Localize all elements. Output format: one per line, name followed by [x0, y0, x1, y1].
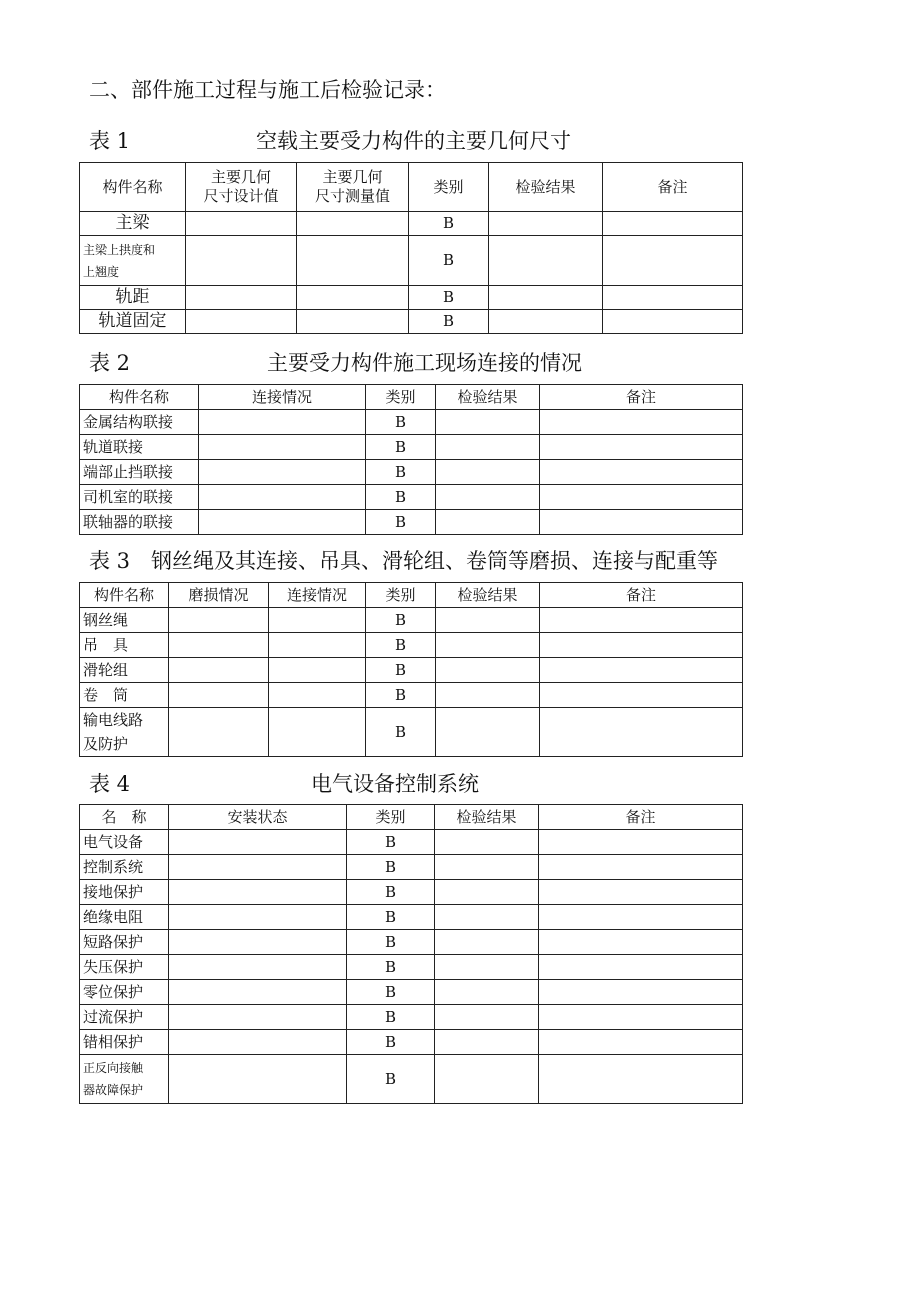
remark-cell[interactable] — [540, 633, 743, 658]
table-row — [80, 485, 743, 510]
remark-cell[interactable] — [539, 1030, 743, 1055]
remark-cell[interactable] — [539, 1005, 743, 1030]
remark-cell[interactable] — [539, 955, 743, 980]
row-name: 端部止挡联接 — [80, 460, 199, 485]
row-category: B — [409, 286, 489, 310]
row-category: B — [366, 510, 436, 535]
empty-cell[interactable] — [269, 708, 366, 757]
table2-header-remark: 备注 — [540, 385, 743, 410]
empty-cell[interactable] — [169, 980, 347, 1005]
row-name: 吊 具 — [80, 633, 169, 658]
empty-cell[interactable] — [186, 212, 297, 236]
table-row — [80, 980, 743, 1005]
row-category: B — [347, 1030, 435, 1055]
table4-header-result: 检验结果 — [435, 805, 539, 830]
remark-cell[interactable] — [539, 880, 743, 905]
remark-cell[interactable] — [540, 708, 743, 757]
table4-header-row — [80, 805, 743, 830]
result-cell[interactable] — [436, 510, 540, 535]
table3-number: 表 3 — [89, 549, 131, 573]
result-cell[interactable] — [436, 633, 540, 658]
row-category: B — [347, 880, 435, 905]
row-name: 过流保护 — [80, 1005, 169, 1030]
result-cell[interactable] — [435, 880, 539, 905]
row-category: B — [409, 212, 489, 236]
empty-cell[interactable] — [169, 955, 347, 980]
table3-caption — [89, 545, 749, 575]
row-name: 滑轮组 — [80, 658, 169, 683]
row-category: B — [366, 608, 436, 633]
empty-cell[interactable] — [199, 460, 366, 485]
table-row — [80, 286, 743, 310]
row-category: B — [347, 930, 435, 955]
table-row — [80, 708, 743, 757]
row-category: B — [347, 855, 435, 880]
empty-cell[interactable] — [169, 1005, 347, 1030]
row-name: 接地保护 — [80, 880, 169, 905]
empty-cell[interactable] — [169, 608, 269, 633]
empty-cell[interactable] — [169, 880, 347, 905]
table1-header-result: 检验结果 — [489, 163, 603, 212]
table-row — [80, 855, 743, 880]
empty-cell[interactable] — [297, 310, 409, 334]
row-category: B — [347, 980, 435, 1005]
result-cell[interactable] — [435, 930, 539, 955]
table2-header-row — [80, 385, 743, 410]
table3-header-connection: 连接情况 — [269, 583, 366, 608]
table2-header-category: 类别 — [366, 385, 436, 410]
row-name: 失压保护 — [80, 955, 169, 980]
result-cell[interactable] — [436, 658, 540, 683]
header-line: 尺寸测量值 — [314, 187, 390, 205]
remark-cell[interactable] — [539, 930, 743, 955]
table-row — [80, 435, 743, 460]
table2-header-connection: 连接情况 — [199, 385, 366, 410]
row-name: 电气设备 — [80, 830, 169, 855]
empty-cell[interactable] — [169, 708, 269, 757]
table-row — [80, 905, 743, 930]
table3-header-category: 类别 — [366, 583, 436, 608]
remark-cell[interactable] — [540, 410, 743, 435]
row-name: 绝缘电阻 — [80, 905, 169, 930]
row-name: 轨道固定 — [80, 310, 186, 334]
row-name: 控制系统 — [80, 855, 169, 880]
row-name: 零位保护 — [80, 980, 169, 1005]
row-name: 短路保护 — [80, 930, 169, 955]
row-name: 联轴器的联接 — [80, 510, 199, 535]
name-line: 上翘度 — [83, 264, 120, 279]
result-cell[interactable] — [436, 435, 540, 460]
table-row — [80, 310, 743, 334]
remark-cell[interactable] — [540, 658, 743, 683]
result-cell[interactable] — [435, 855, 539, 880]
empty-cell[interactable] — [297, 212, 409, 236]
table2-title: 主要受力构件施工现场连接的情况 — [267, 351, 582, 375]
result-cell[interactable] — [435, 955, 539, 980]
remark-cell[interactable] — [539, 830, 743, 855]
table3 — [79, 582, 743, 757]
table-row — [80, 633, 743, 658]
header-line: 尺寸设计值 — [203, 187, 279, 205]
row-name — [80, 1055, 169, 1104]
table-row — [80, 1030, 743, 1055]
row-name: 钢丝绳 — [80, 608, 169, 633]
empty-cell[interactable] — [199, 510, 366, 535]
remark-cell[interactable] — [540, 510, 743, 535]
remark-cell[interactable] — [540, 435, 743, 460]
result-cell[interactable] — [435, 905, 539, 930]
result-cell[interactable] — [436, 608, 540, 633]
remark-cell[interactable] — [603, 310, 743, 334]
table4-header-category: 类别 — [347, 805, 435, 830]
table-row — [80, 410, 743, 435]
result-cell[interactable] — [436, 683, 540, 708]
table-row — [80, 236, 743, 286]
table4-header-remark: 备注 — [539, 805, 743, 830]
table-row — [80, 880, 743, 905]
name-line: 器故障保护 — [83, 1083, 144, 1097]
table4-number: 表 4 — [89, 772, 131, 796]
table4-caption — [89, 768, 749, 798]
empty-cell[interactable] — [169, 905, 347, 930]
remark-cell[interactable] — [539, 855, 743, 880]
empty-cell[interactable] — [297, 286, 409, 310]
header-line: 主要几何 — [210, 168, 271, 186]
table1-title: 空载主要受力构件的主要几何尺寸 — [256, 129, 571, 153]
row-category: B — [366, 708, 436, 757]
row-category: B — [366, 633, 436, 658]
row-name: 错相保护 — [80, 1030, 169, 1055]
result-cell[interactable] — [436, 485, 540, 510]
table4-title: 电气设备控制系统 — [311, 772, 479, 796]
table4-header-name: 名 称 — [80, 805, 169, 830]
table-row — [80, 1055, 743, 1104]
table1-header-measure — [297, 163, 409, 212]
row-category: B — [347, 905, 435, 930]
table1-caption — [89, 125, 749, 155]
empty-cell[interactable] — [269, 608, 366, 633]
row-category: B — [366, 485, 436, 510]
table3-title: 钢丝绳及其连接、吊具、滑轮组、卷筒等磨损、连接与配重等 — [151, 549, 718, 573]
table2-caption — [89, 347, 749, 377]
table3-header-name: 构件名称 — [80, 583, 169, 608]
name-line: 输电线路 — [83, 711, 144, 729]
row-name — [80, 236, 186, 286]
table3-header-row — [80, 583, 743, 608]
remark-cell[interactable] — [539, 1055, 743, 1104]
table-row — [80, 212, 743, 236]
row-category: B — [347, 955, 435, 980]
name-line: 正反向接触 — [83, 1061, 144, 1075]
empty-cell[interactable] — [169, 1055, 347, 1104]
section-heading: 二、部件施工过程与施工后检验记录： — [89, 78, 446, 102]
result-cell[interactable] — [435, 1030, 539, 1055]
table2-number: 表 2 — [89, 351, 131, 375]
table4 — [79, 804, 743, 1104]
result-cell[interactable] — [489, 236, 603, 286]
name-line: 及防护 — [83, 735, 129, 753]
row-category: B — [366, 658, 436, 683]
result-cell[interactable] — [435, 980, 539, 1005]
result-cell[interactable] — [436, 708, 540, 757]
empty-cell[interactable] — [169, 855, 347, 880]
empty-cell[interactable] — [199, 410, 366, 435]
empty-cell[interactable] — [269, 658, 366, 683]
table-row — [80, 830, 743, 855]
table-row — [80, 658, 743, 683]
table1-number: 表 1 — [89, 129, 131, 153]
row-category: B — [347, 1055, 435, 1104]
name-line: 主梁上拱度和 — [83, 242, 156, 257]
empty-cell[interactable] — [269, 633, 366, 658]
table2-header-result: 检验结果 — [436, 385, 540, 410]
row-category: B — [366, 435, 436, 460]
remark-cell[interactable] — [540, 460, 743, 485]
remark-cell[interactable] — [603, 286, 743, 310]
empty-cell[interactable] — [186, 236, 297, 286]
row-name: 卷 筒 — [80, 683, 169, 708]
table-row — [80, 930, 743, 955]
table1-header-name: 构件名称 — [80, 163, 186, 212]
remark-cell[interactable] — [603, 212, 743, 236]
remark-cell[interactable] — [539, 980, 743, 1005]
row-category: B — [409, 236, 489, 286]
result-cell[interactable] — [435, 1055, 539, 1104]
row-name: 司机室的联接 — [80, 485, 199, 510]
table-row — [80, 955, 743, 980]
table1 — [79, 162, 743, 334]
row-category: B — [366, 410, 436, 435]
table-row — [80, 608, 743, 633]
empty-cell[interactable] — [169, 830, 347, 855]
empty-cell[interactable] — [199, 435, 366, 460]
empty-cell[interactable] — [169, 930, 347, 955]
row-category: B — [366, 460, 436, 485]
table3-header-wear: 磨损情况 — [169, 583, 269, 608]
result-cell[interactable] — [436, 460, 540, 485]
result-cell[interactable] — [489, 286, 603, 310]
table-row — [80, 460, 743, 485]
table2-header-name: 构件名称 — [80, 385, 199, 410]
row-category: B — [347, 1005, 435, 1030]
remark-cell[interactable] — [540, 485, 743, 510]
row-name: 轨道联接 — [80, 435, 199, 460]
table-row — [80, 1005, 743, 1030]
header-line: 主要几何 — [322, 168, 383, 186]
table4-header-install: 安装状态 — [169, 805, 347, 830]
empty-cell[interactable] — [169, 633, 269, 658]
remark-cell[interactable] — [540, 608, 743, 633]
table1-header-row — [80, 163, 743, 212]
table3-header-remark: 备注 — [540, 583, 743, 608]
result-cell[interactable] — [489, 310, 603, 334]
row-name — [80, 708, 169, 757]
table-row — [80, 510, 743, 535]
table2 — [79, 384, 743, 535]
empty-cell[interactable] — [169, 658, 269, 683]
row-category: B — [347, 830, 435, 855]
result-cell[interactable] — [435, 1005, 539, 1030]
table1-header-category: 类别 — [409, 163, 489, 212]
empty-cell[interactable] — [199, 485, 366, 510]
row-name: 主梁 — [80, 212, 186, 236]
row-name: 轨距 — [80, 286, 186, 310]
row-name: 金属结构联接 — [80, 410, 199, 435]
remark-cell[interactable] — [540, 683, 743, 708]
empty-cell[interactable] — [186, 286, 297, 310]
row-category: B — [366, 683, 436, 708]
empty-cell[interactable] — [169, 1030, 347, 1055]
empty-cell[interactable] — [269, 683, 366, 708]
table-row — [80, 683, 743, 708]
empty-cell[interactable] — [169, 683, 269, 708]
row-category: B — [409, 310, 489, 334]
table3-header-result: 检验结果 — [436, 583, 540, 608]
empty-cell[interactable] — [186, 310, 297, 334]
empty-cell[interactable] — [297, 236, 409, 286]
result-cell[interactable] — [435, 830, 539, 855]
table1-header-remark: 备注 — [603, 163, 743, 212]
result-cell[interactable] — [436, 410, 540, 435]
remark-cell[interactable] — [603, 236, 743, 286]
result-cell[interactable] — [489, 212, 603, 236]
table1-header-design — [186, 163, 297, 212]
remark-cell[interactable] — [539, 905, 743, 930]
